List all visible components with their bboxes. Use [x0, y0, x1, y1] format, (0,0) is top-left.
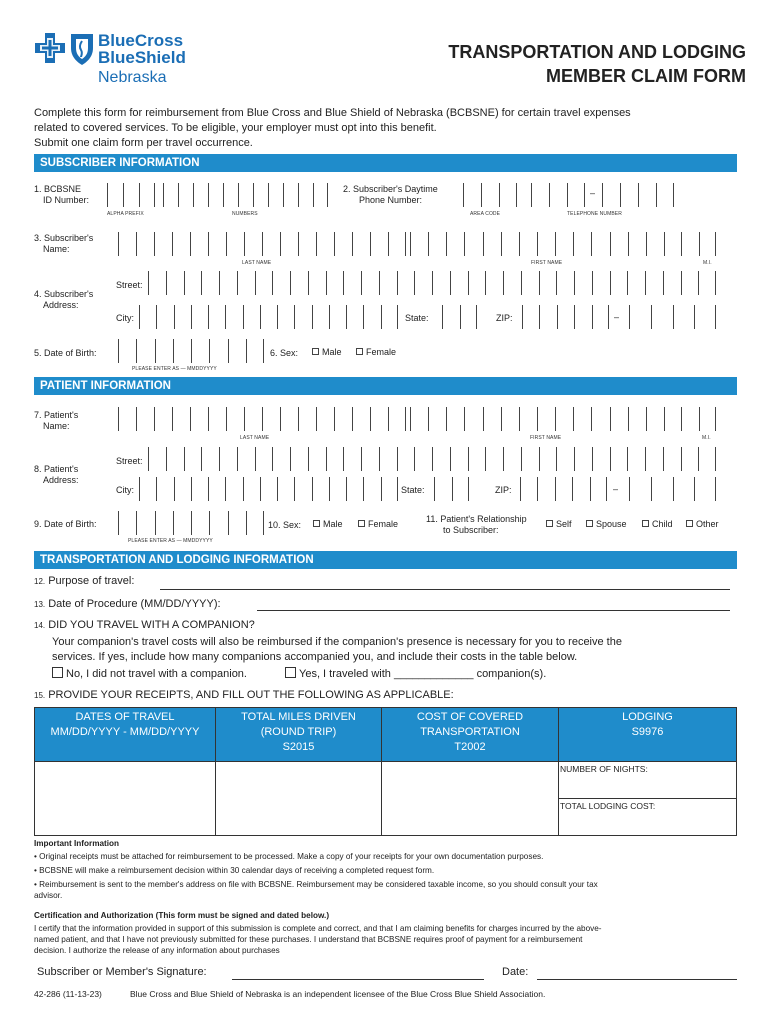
patient-sex-label: 10. Sex: [268, 520, 302, 530]
patient-name-label-2: Name: [43, 421, 70, 431]
number-of-nights-cell[interactable] [559, 762, 737, 799]
important-bullet-1: • Original receipts must be attached for reimbursement to be processed. Make a copy of your receipts for your own documentation purposes. [34, 852, 544, 861]
id-number-boxes[interactable] [163, 183, 328, 207]
q12-text: Purpose of travel: [48, 575, 135, 587]
signature-input[interactable] [232, 979, 484, 980]
city-label: City: [116, 313, 134, 323]
relationship-child[interactable] [642, 519, 673, 530]
form-title-line2: MEMBER CLAIM FORM [546, 66, 746, 86]
intro-text [34, 106, 631, 151]
patient-dob-label: 9. Date of Birth: [34, 519, 97, 529]
patient-first-name-caption: FIRST NAME [530, 435, 562, 441]
receipts-table [34, 707, 737, 836]
patient-address-label [34, 464, 79, 486]
subscriber-zip4-boxes[interactable] [629, 305, 716, 329]
patient-address-label-2: Address: [43, 475, 79, 485]
street-label: Street: [116, 280, 143, 290]
subscriber-sex-female[interactable] [356, 347, 396, 358]
number-of-nights-label: NUMBER OF NIGHTS: [560, 764, 648, 774]
companion-explanation [52, 635, 622, 665]
companion-explanation-1: Your companion's travel costs will also be reimbursed if the companion's presence is necessary for you to receive the [52, 636, 622, 648]
footer-form-number: 42-286 (11-13-23) [34, 989, 102, 999]
blue-shield-icon [69, 32, 95, 66]
cert-title: Certification and Authorization (This form must be signed and dated below.) [34, 911, 330, 920]
subscriber-id-label-2: ID Number: [43, 195, 90, 205]
patient-last-name-caption: LAST NAME [240, 435, 270, 441]
dob-hint: PLEASE ENTER AS — MMDDYYYY [132, 366, 217, 372]
logo-bluecross: BlueCross [98, 31, 184, 50]
col2-line1: TOTAL MILES DRIVEN [241, 711, 356, 723]
transport-section-header: TRANSPORTATION AND LODGING INFORMATION [34, 551, 737, 569]
patient-sex-male[interactable] [313, 519, 343, 530]
other-checkbox[interactable] [686, 520, 693, 527]
self-label: Self [556, 519, 572, 529]
transport-cost-cell[interactable] [382, 762, 559, 836]
phone-dash: – [590, 188, 596, 198]
date-input[interactable] [537, 979, 737, 980]
important-title: Important Information [34, 839, 120, 848]
companion-question [34, 619, 255, 632]
relationship-spouse[interactable] [586, 519, 627, 530]
patient-relationship-label-1: 11. Patient's Relationship [426, 514, 527, 524]
patient-zip-dash: – [613, 484, 619, 494]
last-name-caption: LAST NAME [242, 260, 272, 266]
spouse-label: Spouse [596, 519, 627, 529]
subscriber-address-label [34, 289, 93, 311]
subscriber-name-label-1: 3. Subscriber's [34, 233, 94, 243]
intro-line1: Complete this form for reimbursement from Blue Cross and Blue Shield of Nebraska (BCBSNE) for certain travel expenses [34, 107, 631, 119]
col-dates-of-travel [35, 708, 216, 762]
important-bullet-3a: • Reimbursement is sent to the member's address on file with BCBSNE. Reimbursement may be considered taxable income, so you should consult your tax [34, 880, 598, 889]
subscriber-phone-label [343, 184, 438, 206]
q15-number: 15. [34, 691, 46, 700]
intro-line2: related to covered services. To be eligible, your employer must opt into this benefit. [34, 122, 437, 134]
patient-section-header: PATIENT INFORMATION [34, 377, 737, 395]
blue-cross-icon [34, 32, 66, 66]
total-lodging-cost-label: TOTAL LODGING COST: [560, 801, 656, 811]
subscriber-sex-label: 6. Sex: [270, 348, 299, 358]
col3-line2: TRANSPORTATION [420, 726, 520, 738]
q12-number: 12. [34, 577, 46, 586]
col1-line2: MM/DD/YYYY - MM/DD/YYYY [50, 726, 200, 738]
female-checkbox[interactable] [356, 348, 363, 355]
subscriber-id-label-1: 1. BCBSNE [34, 184, 82, 194]
patient-city-boxes[interactable] [139, 477, 398, 501]
cert-line-1: I certify that the information provided in support of this submission is complete and correct, and that I am claiming benefits for charges incurred by the above- [34, 924, 602, 933]
companion-explanation-2: services. If yes, include how many companions accompanied you, and include their costs in the table below. [52, 651, 578, 663]
self-checkbox[interactable] [546, 520, 553, 527]
patient-dob-boxes[interactable] [118, 511, 264, 535]
child-label: Child [652, 519, 673, 529]
child-checkbox[interactable] [642, 520, 649, 527]
subscriber-id-label [34, 184, 89, 206]
form-title-line1: TRANSPORTATION AND LODGING [448, 42, 746, 62]
relationship-self[interactable] [546, 519, 572, 530]
spouse-checkbox[interactable] [586, 520, 593, 527]
companion-no-option[interactable] [52, 667, 247, 681]
patient-name-label [34, 410, 78, 432]
col3-line1: COST OF COVERED [416, 711, 524, 723]
receipts-instruction [34, 689, 454, 702]
col2-line3: S2015 [282, 741, 315, 753]
first-name-caption: FIRST NAME [531, 260, 563, 266]
subscriber-address-label-1: 4. Subscriber's [34, 289, 94, 299]
subscriber-name-label-2: Name: [43, 244, 70, 254]
subscriber-phone-label-2: Phone Number: [359, 195, 423, 205]
phone-line-boxes[interactable] [602, 183, 674, 207]
certification [34, 910, 739, 956]
alpha-prefix-boxes[interactable] [107, 183, 155, 207]
footer-text: Blue Cross and Blue Shield of Nebraska is an independent licensee of the Blue Cross Blue Shield Association. [130, 989, 546, 999]
zip-label: ZIP: [496, 313, 513, 323]
patient-street-boxes[interactable] [148, 447, 716, 471]
patient-first-name-boxes[interactable] [410, 407, 682, 431]
subscriber-city-boxes[interactable] [139, 305, 398, 329]
subscriber-name-label [34, 233, 93, 255]
miles-driven-cell[interactable] [216, 762, 382, 836]
purpose-of-travel-label [34, 575, 134, 588]
patient-relationship-label [426, 514, 527, 536]
subscriber-state-boxes[interactable] [442, 305, 477, 329]
col-transport-cost [382, 708, 559, 762]
col1-line1: DATES OF TRAVEL [75, 711, 175, 723]
col3-line3: T2002 [454, 741, 486, 753]
col-lodging [559, 708, 737, 762]
subscriber-address-label-2: Address: [43, 300, 79, 310]
cert-line-3: decision. I authorize the release of any information about purchases [34, 946, 280, 955]
male-label: Male [322, 347, 342, 357]
subscriber-dob-label: 5. Date of Birth: [34, 348, 97, 358]
companion-no-checkbox[interactable] [52, 667, 63, 678]
important-information [34, 838, 739, 901]
q13-text: Date of Procedure (MM/DD/YYYY): [48, 598, 221, 610]
other-label: Other [696, 519, 719, 529]
patient-zip-boxes[interactable] [520, 477, 607, 501]
patient-state-boxes[interactable] [434, 477, 469, 501]
patient-mi-caption: M.I. [702, 435, 711, 441]
patient-female-checkbox[interactable] [358, 520, 365, 527]
male-checkbox[interactable] [312, 348, 319, 355]
col4-line1: LODGING [622, 711, 673, 723]
zip-dash: – [614, 312, 620, 322]
telephone-number-caption: TELEPHONE NUMBER [567, 211, 622, 217]
logo-nebraska: Nebraska [98, 69, 167, 86]
col4-line2: S9976 [631, 726, 664, 738]
patient-city-label: City: [116, 485, 134, 495]
mi-caption: M.I. [703, 260, 712, 266]
date-of-procedure-label [34, 598, 221, 611]
important-bullet-2: • BCBSNE will make a reimbursement decision within 30 calendar days of receiving a completed request form. [34, 866, 435, 875]
area-code-boxes[interactable] [463, 183, 517, 207]
companion-no-label: No, I did not travel with a companion. [66, 668, 247, 680]
q14-text: DID YOU TRAVEL WITH A COMPANION? [48, 619, 255, 631]
logo [34, 32, 204, 92]
col-miles-driven [216, 708, 382, 762]
patient-zip4-boxes[interactable] [629, 477, 716, 501]
patient-sex-female[interactable] [358, 519, 398, 530]
purpose-of-travel-input[interactable] [160, 589, 730, 590]
q15-text: PROVIDE YOUR RECEIPTS, AND FILL OUT THE FOLLOWING AS APPLICABLE: [48, 689, 454, 701]
numbers-caption: NUMBERS [232, 211, 258, 217]
subscriber-last-name-boxes[interactable] [118, 232, 406, 256]
companion-yes-checkbox[interactable] [285, 667, 296, 678]
patient-address-label-1: 8. Patient's [34, 464, 79, 474]
subscriber-section-header: SUBSCRIBER INFORMATION [34, 154, 737, 172]
subscriber-mi-box[interactable] [699, 232, 716, 256]
important-bullet-3b: advisor. [34, 891, 63, 900]
phone-prefix-boxes[interactable] [531, 183, 585, 207]
patient-zip-label: ZIP: [495, 485, 512, 495]
date-label: Date: [502, 966, 529, 978]
patient-male-label: Male [323, 519, 343, 529]
dates-of-travel-cell[interactable] [35, 762, 216, 836]
form-title [448, 40, 746, 88]
patient-name-label-1: 7. Patient's [34, 410, 79, 420]
subscriber-first-name-boxes[interactable] [410, 232, 682, 256]
alpha-prefix-caption: ALPHA PREFIX [107, 211, 144, 217]
patient-dob-hint: PLEASE ENTER AS — MMDDYYYY [128, 538, 213, 544]
patient-street-label: Street: [116, 456, 143, 466]
patient-male-checkbox[interactable] [313, 520, 320, 527]
subscriber-street-boxes[interactable] [148, 271, 716, 295]
date-of-procedure-input[interactable] [257, 610, 730, 611]
subscriber-zip-boxes[interactable] [522, 305, 609, 329]
q13-number: 13. [34, 600, 46, 609]
companion-yes-label: Yes, I traveled with _____________ companion(s). [299, 668, 547, 680]
patient-mi-box[interactable] [699, 407, 716, 431]
q14-number: 14. [34, 621, 46, 630]
cert-line-2: named patient, and that I have not previously submitted for these purchases. I understand that BCBSNE requires proof of payment for a reimbursement [34, 935, 583, 944]
subscriber-sex-male[interactable] [312, 347, 342, 358]
logo-blueshield: BlueShield [98, 48, 186, 67]
female-label: Female [366, 347, 397, 357]
relationship-other[interactable] [686, 519, 719, 530]
state-label: State: [405, 313, 429, 323]
subscriber-phone-label-1: 2. Subscriber's Daytime [343, 184, 438, 194]
patient-relationship-label-2: to Subscriber: [443, 525, 499, 535]
col2-line2: (ROUND TRIP) [260, 726, 337, 738]
area-code-caption: AREA CODE [470, 211, 501, 217]
companion-yes-option[interactable] [285, 667, 546, 681]
signature-label: Subscriber or Member's Signature: [37, 966, 207, 978]
intro-line3: Submit one claim form per travel occurrence. [34, 137, 253, 149]
patient-female-label: Female [368, 519, 399, 529]
patient-state-label: State: [401, 485, 425, 495]
patient-last-name-boxes[interactable] [118, 407, 406, 431]
total-lodging-cost-cell[interactable] [559, 799, 737, 836]
subscriber-dob-boxes[interactable] [118, 339, 264, 363]
